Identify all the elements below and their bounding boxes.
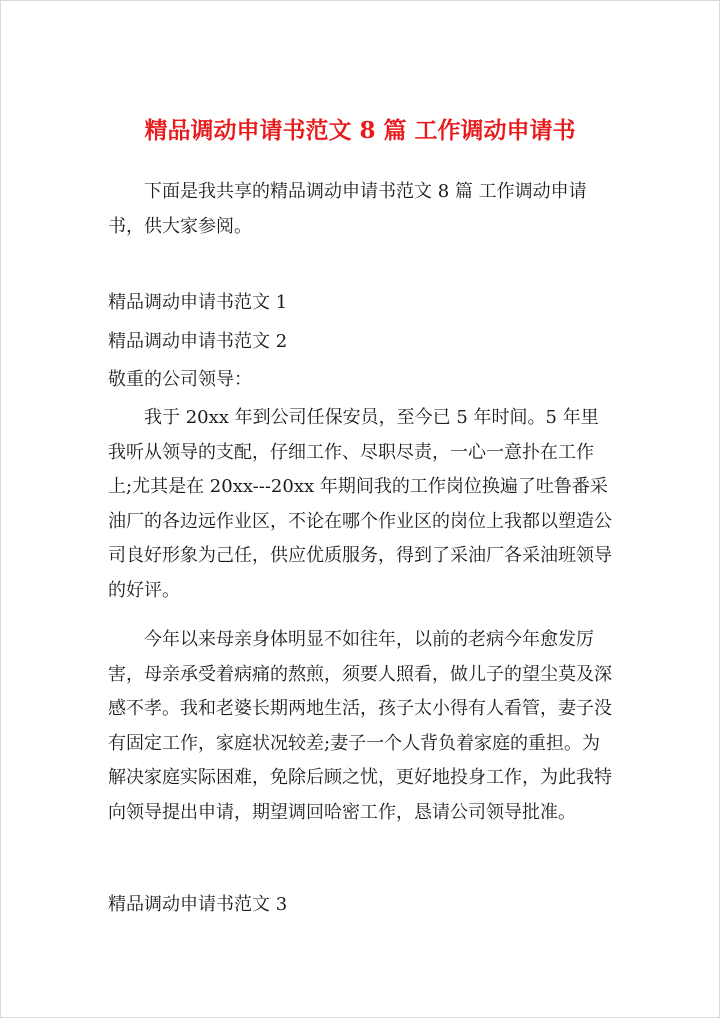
document-title: 精品调动申请书范文 8 篇 工作调动申请书 — [144, 117, 576, 144]
section-heading-1: 精品调动申请书范文 1 — [108, 292, 288, 313]
section-heading-3: 精品调动申请书范文 3 — [108, 894, 288, 915]
body-paragraph-2: 今年以来母亲身体明显不如往年，以前的老病今年愈发厉害，母亲承受着病痛的熬煎，须要人照看，做儿子的望尘莫及深感不孝。我和老婆长期两地生活，孩子太小得有人看管，妻子没有固定工作，家庭状况较差;妻子一个人背负着家庭的重担。为解决家庭实际困难，免除后顾之忧，更好地投身工作，为此我特向领导提出申请，期望调回哈密工作，恳请公司领导批准。 — [108, 629, 612, 823]
section-heading-2: 精品调动申请书范文 2 — [108, 331, 288, 352]
body-paragraph-1: 我于 20xx 年到公司任保安员，至今已 5 年时间。5 年里我听从领导的支配，仔细工作、尽职尽责，一心一意扑在工作上;尤其是在 20xx---20xx 年期间我的工作岗位换遍了吐鲁番采油厂的各边远作业区，不论在哪个作业区的岗位上我都以塑造公司良好形象为己任，供应优质服务，得到了采油厂各采油班领导的好评。 — [108, 407, 612, 601]
intro-paragraph: 下面是我共享的精品调动申请书范文 8 篇 工作调动申请书，供大家参阅。 — [108, 181, 587, 237]
salutation: 敬重的公司领导： — [108, 369, 252, 390]
